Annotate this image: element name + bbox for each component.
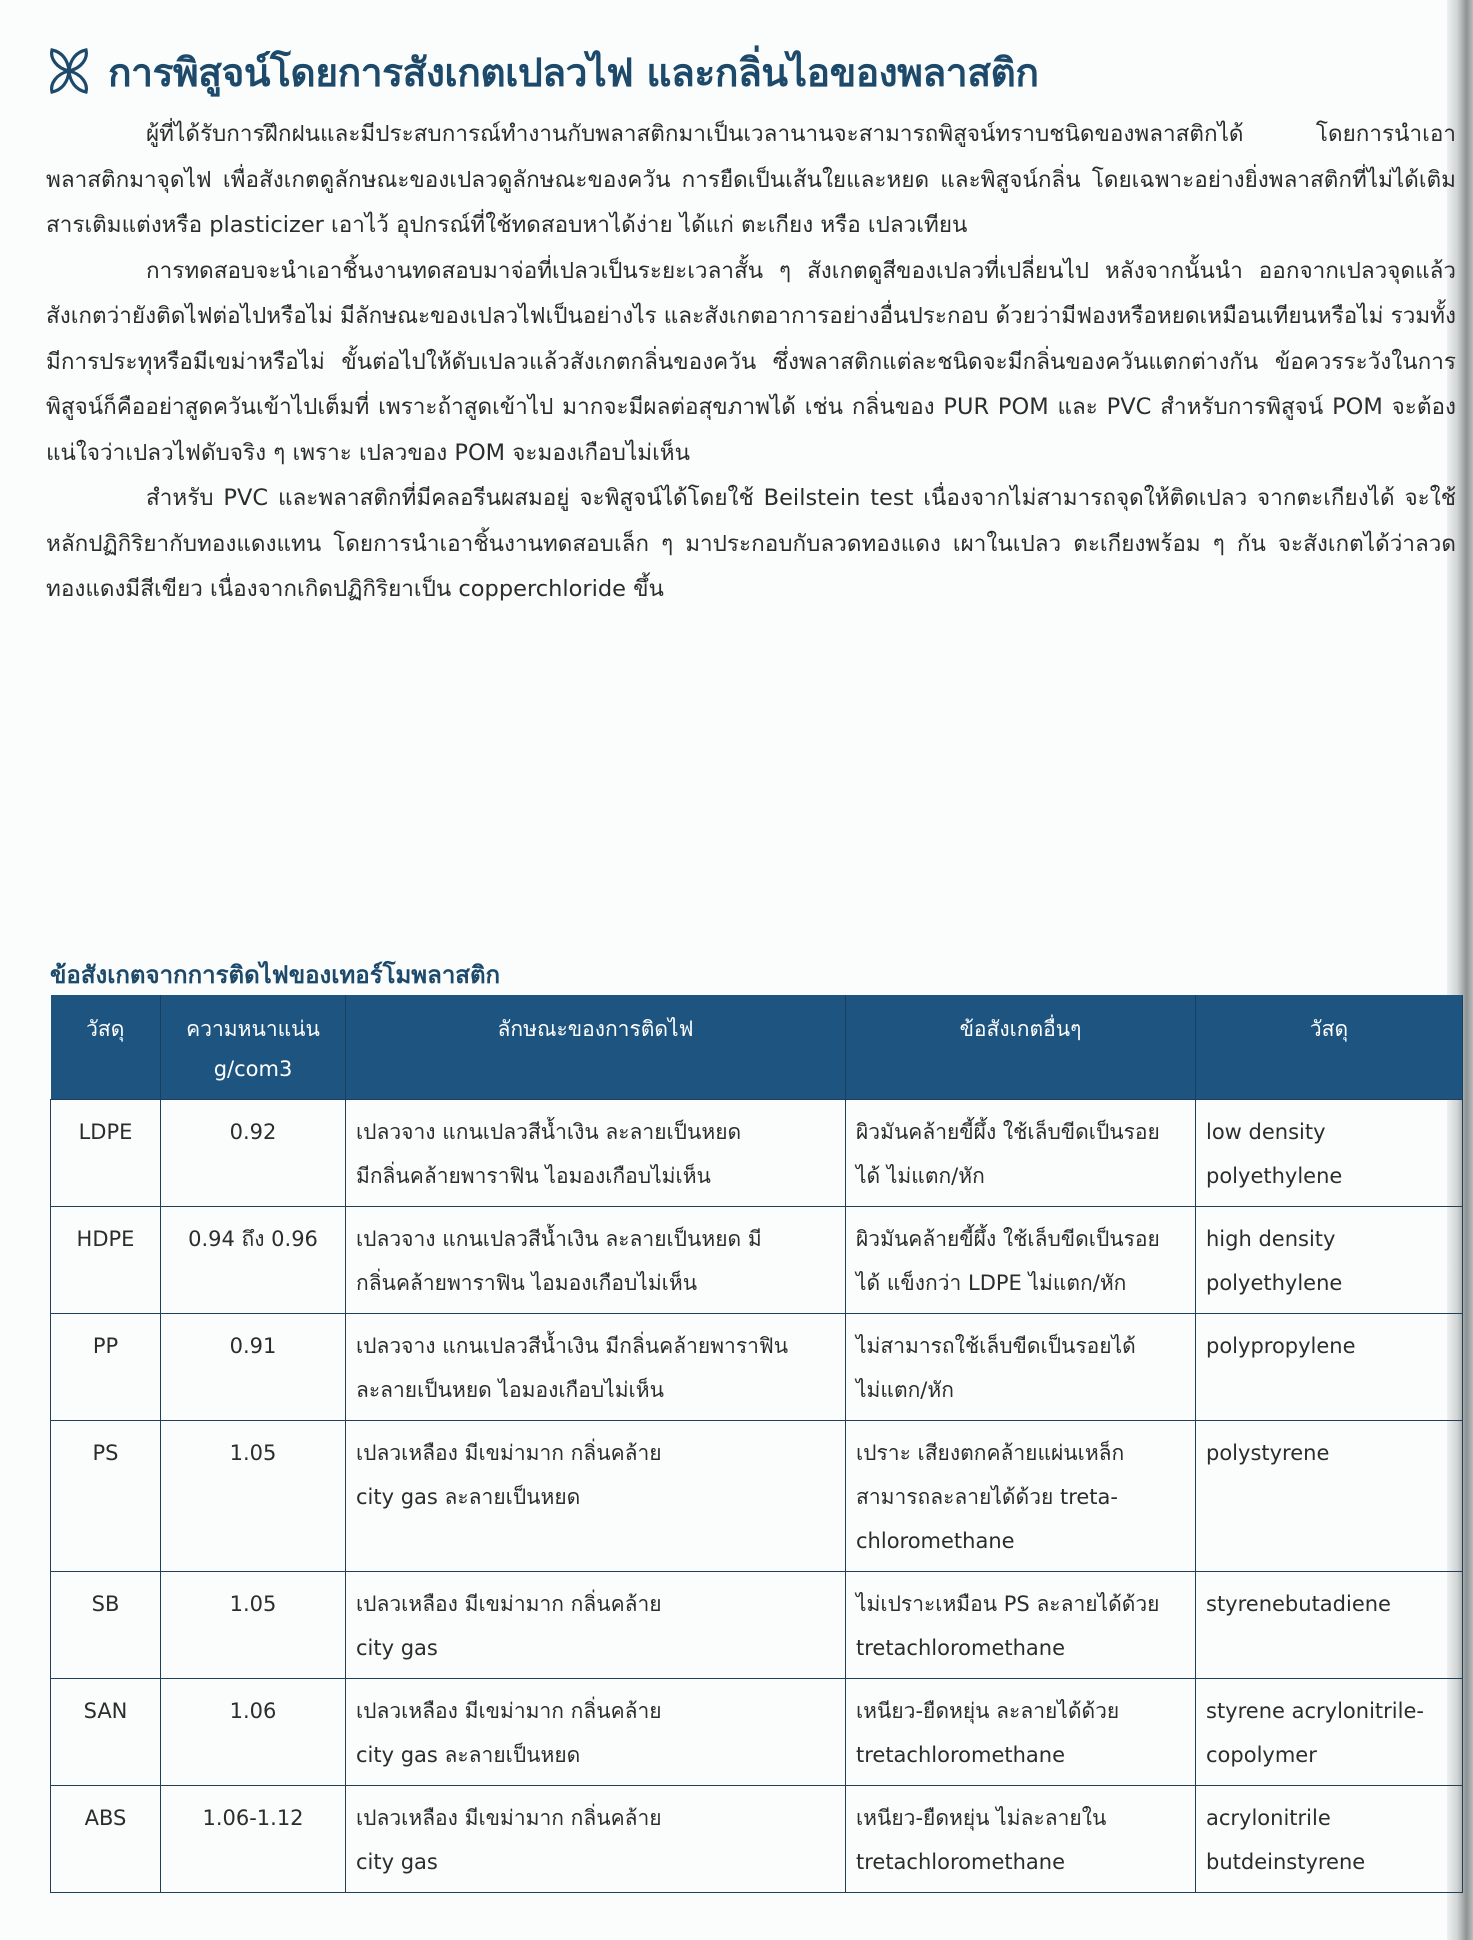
cell-material: PS [51,1421,161,1572]
column-header-other: ข้อสังเกตอื่นๆ [846,995,1196,1100]
cell-density: 1.06 [161,1679,346,1786]
cell-density: 1.06-1.12 [161,1786,346,1893]
cell-material: LDPE [51,1100,161,1207]
cell-other: ไม่สามารถใช้เล็บขีดเป็นรอยได้ ไม่แตก/หัก [846,1314,1196,1421]
column-header-name: วัสดุ [1196,995,1463,1100]
column-header-density: ความหนาแน่น g/com3 [161,995,346,1100]
table-row [51,1100,1463,1207]
cell-name: polypropylene [1196,1314,1463,1421]
cell-density: 1.05 [161,1572,346,1679]
cell-material: PP [51,1314,161,1421]
cell-burning: เปลวจาง แกนเปลวสีน้ำเงิน มีกลิ่นคล้ายพาราฟิน ละลายเป็นหยด ไอมองเกือบไม่เห็น [346,1314,846,1421]
cell-burning: เปลวเหลือง มีเขม่ามาก กลิ่นคล้าย city gas [346,1572,846,1679]
table-row [51,1572,1463,1679]
cell-material: SAN [51,1679,161,1786]
paragraph: การทดสอบจะนำเอาชิ้นงานทดสอบมาจ่อที่เปลวเป็นระยะเวลาสั้น ๆ สังเกตดูสีของเปลวที่เปลี่ยนไป หลังจากนั้นนำ ออกจากเปลวจุดแล้วสังเกตว่ายังติดไฟต่อไปหรือไม่ มีลักษณะของเปลวไฟเป็นอย่างไร และสังเกตอาการอย่างอื่นประกอบ ด้วยว่ามีฟองหรือหยดเหมือนเทียนหรือไม่ รวมทั้งมีการประทุหรือมีเขม่าหรือไม่ ขั้นต่อไปให้ดับเปลวแล้วสังเกตกลิ่นของควัน ซึ่งพลาสติกแต่ละชนิดจะมีกลิ่นของควันแตกต่างกัน ข้อควรระวังในการพิสูจน์ก็คืออย่าสูดควันเข้าไปเต็มที่ เพราะถ้าสูดเข้าไป มากจะมีผลต่อสุขภาพได้ เช่น กลิ่นของ PUR POM และ PVC สำหรับการพิสูจน์ POM จะต้องแน่ใจว่าเปลวไฟดับจริง ๆ เพราะ เปลวของ POM จะมองเกือบไม่เห็น [46,257,1456,466]
table-row [51,1679,1463,1786]
thermoplastic-burning-table [50,995,1463,1893]
paragraph: ผู้ที่ได้รับการฝึกฝนและมีประสบการณ์ทำงานกับพลาสติกมาเป็นเวลานานจะสามารถพิสูจน์ทราบชนิดของพลาสติกได้ โดยการนำเอาพลาสติกมาจุดไฟ เพื่อสังเกตดูลักษณะของเปลวดูลักษณะของควัน การยืดเป็นเส้นใยและหยด และพิสูจน์กลิ่น โดยเฉพาะอย่างยิ่งพลาสติกที่ไม่ได้เติมสารเติมแต่งหรือ plasticizer เอาไว้ อุปกรณ์ที่ใช้ทดสอบหาได้ง่าย ได้แก่ ตะเกียง หรือ เปลวเทียน [46,121,1456,238]
cell-material: SB [51,1572,161,1679]
cell-other: ผิวมันคล้ายขี้ผึ้ง ใช้เล็บขีดเป็นรอย ได้ ไม่แตก/หัก [846,1100,1196,1207]
column-header-burning: ลักษณะของการติดไฟ [346,995,846,1100]
cell-name: styrenebutadiene [1196,1572,1463,1679]
cell-other: ผิวมันคล้ายขี้ผึ้ง ใช้เล็บขีดเป็นรอย ได้ แข็งกว่า LDPE ไม่แตก/หัก [846,1207,1196,1314]
cell-name: styrene acrylonitrile- copolymer [1196,1679,1463,1786]
four-petal-flower-icon [46,46,92,100]
cell-other: ไม่เปราะเหมือน PS ละลายได้ด้วย tretachloromethane [846,1572,1196,1679]
table-row [51,1421,1463,1572]
cell-material: HDPE [51,1207,161,1314]
paragraph: สำหรับ PVC และพลาสติกที่มีคลอรีนผสมอยู่ จะพิสูจน์ได้โดยใช้ Beilstein test เนื่องจากไม่สามารถจุดให้ติดเปลว จากตะเกียงได้ จะใช้หลักปฏิกิริยากับทองแดงแทน โดยการนำเอาชิ้นงานทดสอบเล็ก ๆ มาประกอบกับลวดทองแดง เผาในเปลว ตะเกียงพร้อม ๆ กัน จะสังเกตได้ว่าลวดทองแดงมีสีเขียว เนื่องจากเกิดปฏิกิริยาเป็น copperchloride ขึ้น [46,485,1456,602]
section-heading [46,42,1038,104]
cell-name: polystyrene [1196,1421,1463,1572]
body-text [46,112,1456,613]
cell-burning: เปลวเหลือง มีเขม่ามาก กลิ่นคล้าย city gas [346,1786,846,1893]
table-row [51,1786,1463,1893]
column-header-material: วัสดุ [51,995,161,1100]
cell-density: 0.91 [161,1314,346,1421]
cell-other: เหนียว-ยืดหยุ่น ละลายได้ด้วย tretachloromethane [846,1679,1196,1786]
cell-name: low density polyethylene [1196,1100,1463,1207]
cell-density: 1.05 [161,1421,346,1572]
table-caption: ข้อสังเกตจากการติดไฟของเทอร์โมพลาสติก [50,961,501,989]
table-row [51,1314,1463,1421]
cell-other: เปราะ เสียงตกคล้ายแผ่นเหล็ก สามารถละลายได้ด้วย treta- chloromethane [846,1421,1196,1572]
cell-burning: เปลวเหลือง มีเขม่ามาก กลิ่นคล้าย city gas ละลายเป็นหยด [346,1679,846,1786]
cell-material: ABS [51,1786,161,1893]
cell-burning: เปลวจาง แกนเปลวสีน้ำเงิน ละลายเป็นหยด มี กลิ่นคล้ายพาราฟิน ไอมองเกือบไม่เห็น [346,1207,846,1314]
cell-burning: เปลวเหลือง มีเขม่ามาก กลิ่นคล้าย city gas ละลายเป็นหยด [346,1421,846,1572]
cell-burning: เปลวจาง แกนเปลวสีน้ำเงิน ละลายเป็นหยด มีกลิ่นคล้ายพาราฟิน ไอมองเกือบไม่เห็น [346,1100,846,1207]
table-header-row [51,995,1463,1100]
cell-density: 0.92 [161,1100,346,1207]
cell-name: acrylonitrile butdeinstyrene [1196,1786,1463,1893]
cell-other: เหนียว-ยืดหยุ่น ไม่ละลายใน tretachloromethane [846,1786,1196,1893]
table-row [51,1207,1463,1314]
cell-name: high density polyethylene [1196,1207,1463,1314]
cell-density: 0.94 ถึง 0.96 [161,1207,346,1314]
page-title: การพิสูจน์โดยการสังเกตเปลวไฟ และกลิ่นไอของพลาสติก [108,51,1039,96]
